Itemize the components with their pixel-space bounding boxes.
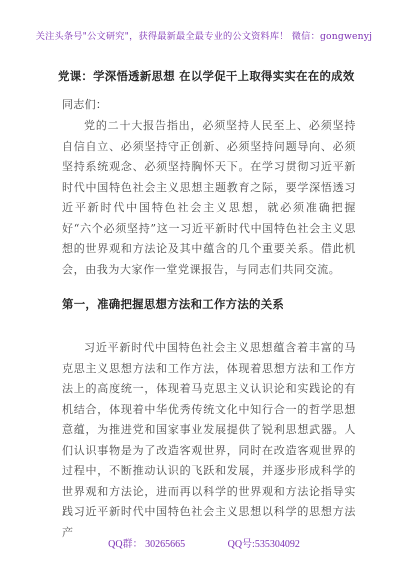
footer-qq-group: QQ群： 30265665 bbox=[108, 539, 186, 550]
body-paragraph-1: 党的二十大报告指出，必须坚持人民至上、必须坚持自信自立、必须坚持守正创新、必须坚持问题导向、必须坚持系统观念、必须坚持胸怀天下。在学习贯彻习近平新时代中国特色社会主义思想主题教育之际，要学深悟透习近平新时代中国特色社会主义思想，就必须准确把握好“六个必须坚持”这一习近平新时代中国特色社会主义思想的世界观和方法论及其中蕴含的几个重要关系。借此机会，由我为大家作一堂党课报告，与同志们共同交流。 bbox=[62, 119, 356, 276]
section-heading: 第一，准确把握思想方法和工作方法的关系 bbox=[62, 297, 285, 311]
footer bbox=[0, 535, 408, 550]
footer-qq-number: QQ号:535304092 bbox=[227, 539, 300, 550]
document-title: 党课：学深悟透新思想 在以学促干上取得实实在在的成效 bbox=[58, 69, 355, 83]
body-paragraph-2: 习近平新时代中国特色社会主义思想蕴含着丰富的马克思主义思想方法和工作方法，体现着思想方法和工作方法上的高度统一，体现着马克思主义认识论和实践论的有机结合，体现着中华优秀传统文化中知行合一的哲学思想意蕴，为推进党和国家事业发展提供了锐利思想武器。人们认识事物是为了改造客观世界，同时在改造客观世界的过程中，不断推动认识的飞跃和发展，并逐步形成科学的世界观和方法论，进而再以科学的世界观和方法论指导实践习近平新时代中国特色社会主义思想以科学的思想方法产 bbox=[62, 341, 356, 539]
header-banner: 关注头条号"公文研究"，获得最新最全最专业的公文资料库！ 微信：gongwenyj bbox=[35, 31, 373, 42]
salutation: 同志们： bbox=[62, 98, 108, 111]
